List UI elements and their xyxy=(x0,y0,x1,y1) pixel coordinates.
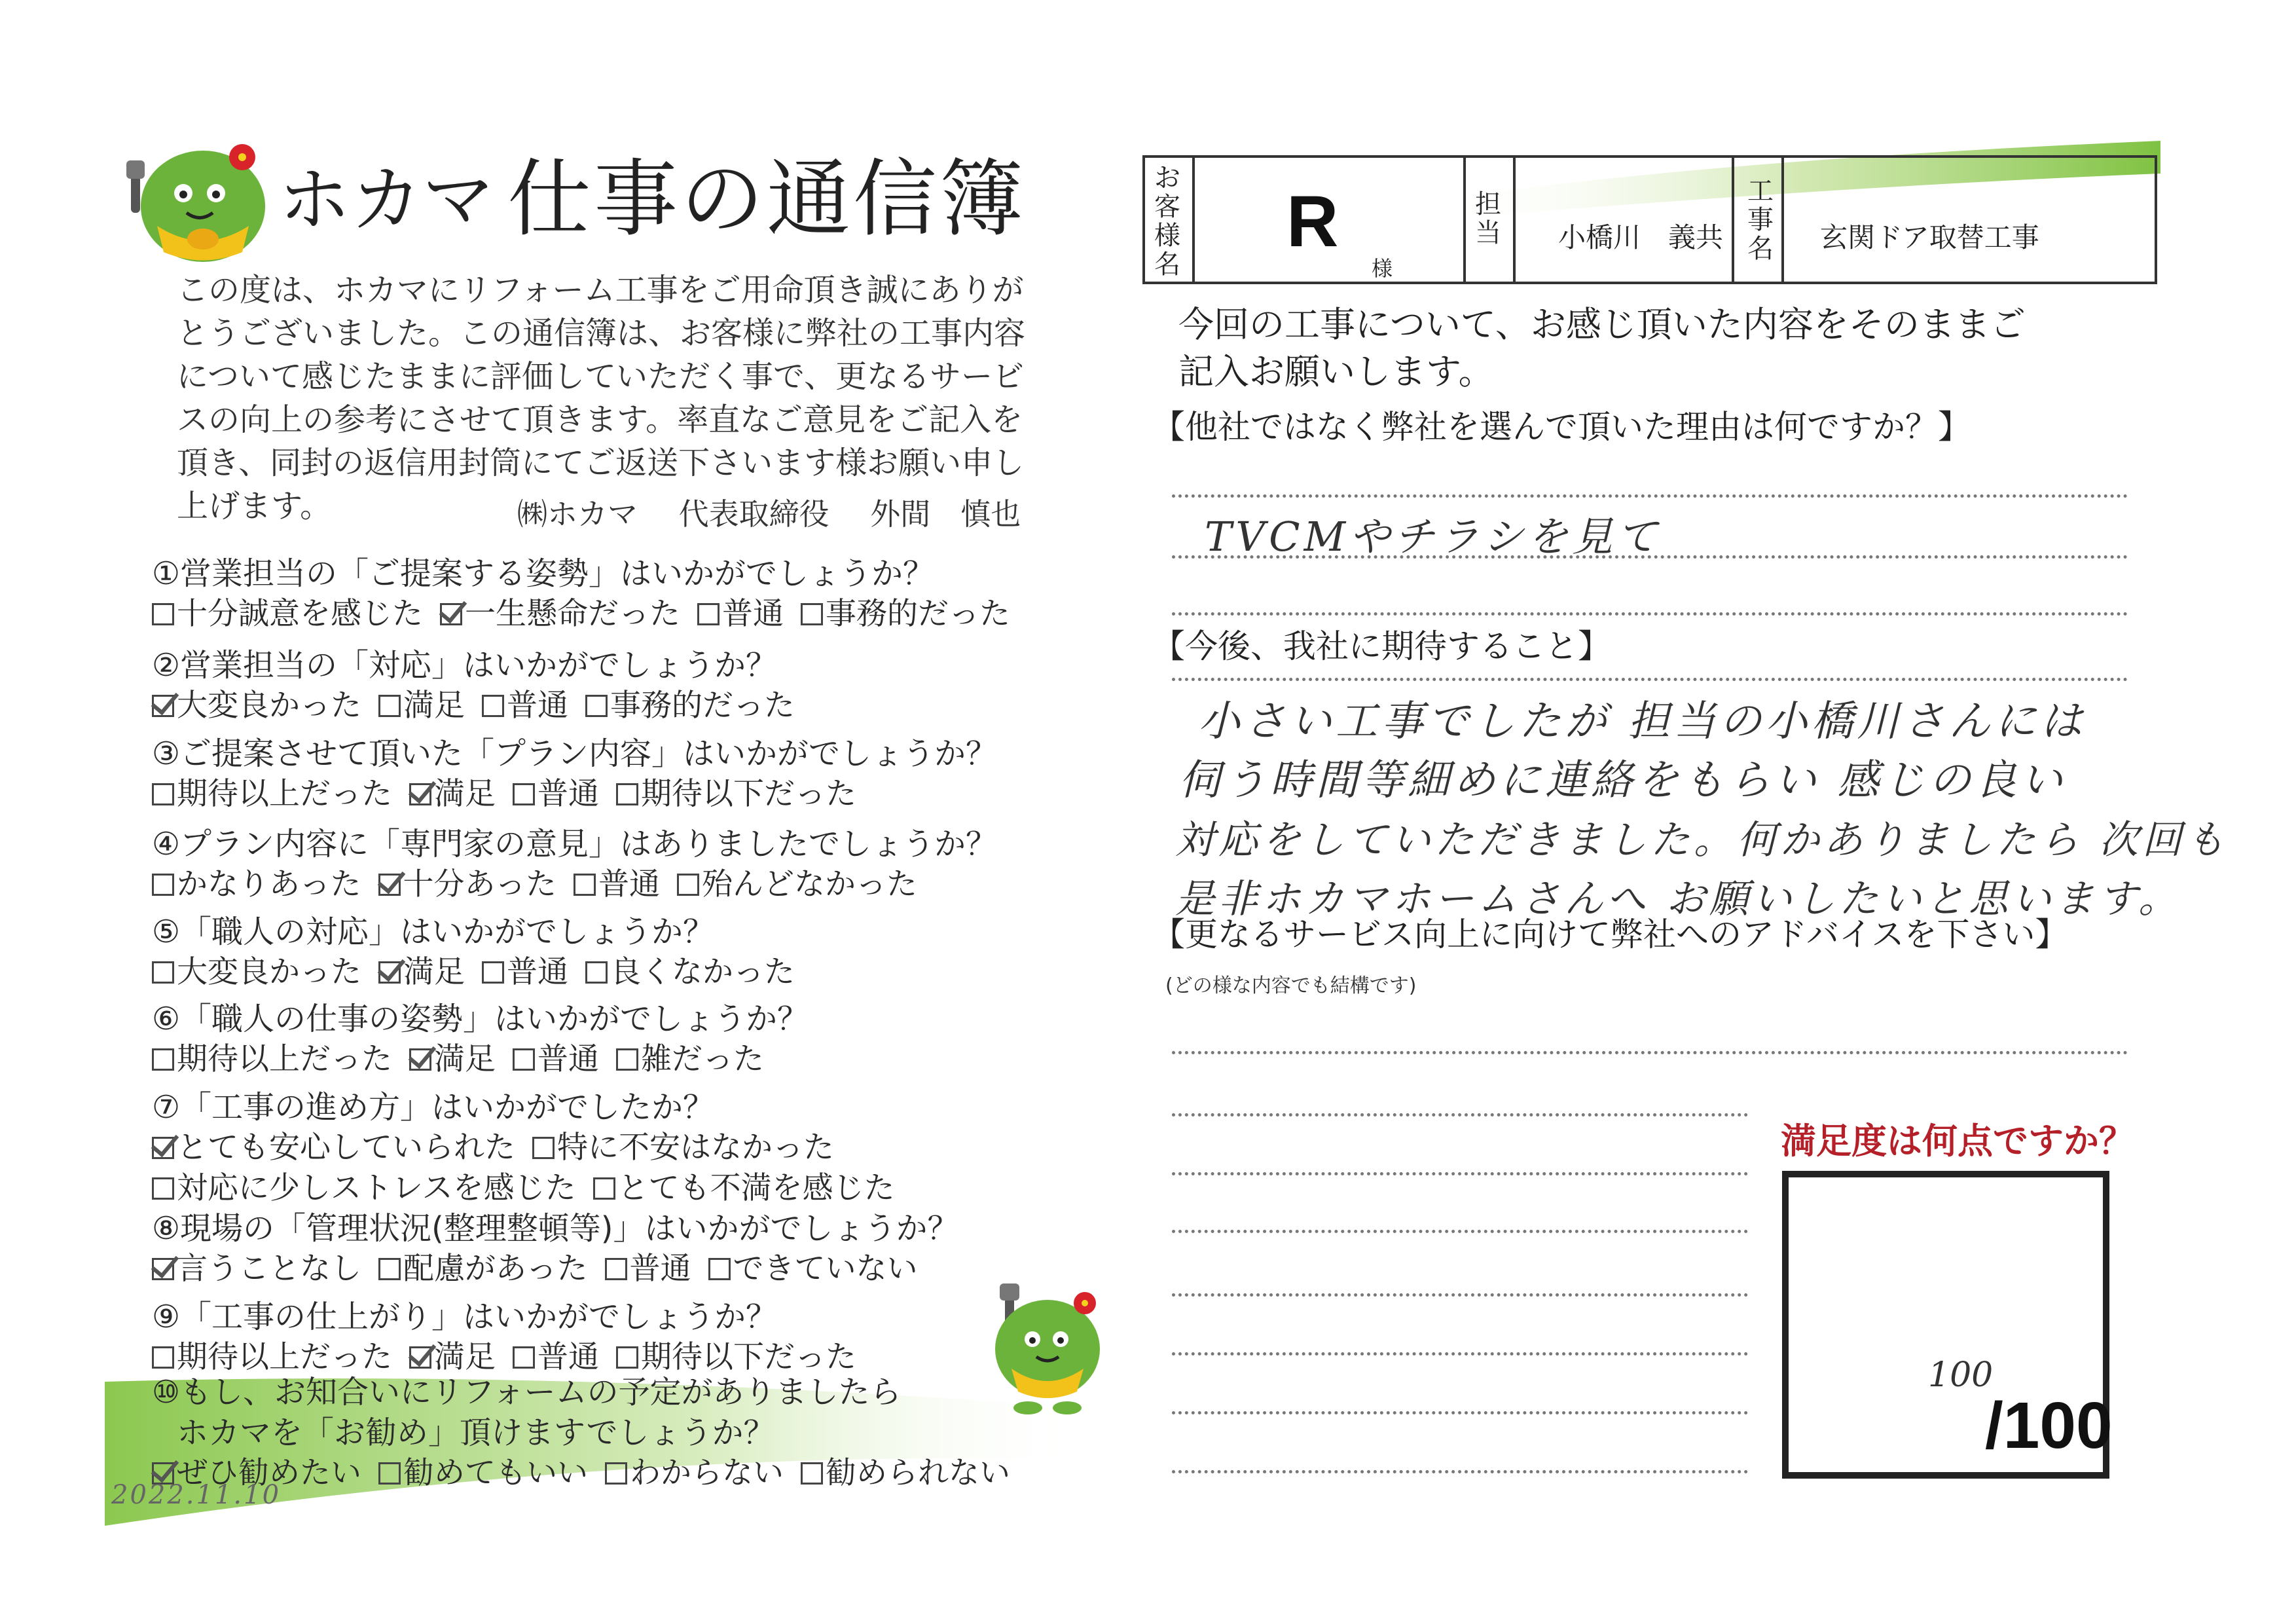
answer-option[interactable] xyxy=(585,952,795,993)
staff-label: 担当 xyxy=(1475,189,1501,248)
answer-options xyxy=(152,1039,781,1080)
answer-line xyxy=(1172,1172,1748,1175)
answer-option[interactable] xyxy=(532,1128,834,1168)
answer-option[interactable] xyxy=(677,864,917,905)
advice-note: (どの様な内容でも結構です) xyxy=(1165,974,1417,997)
checkbox-icon[interactable] xyxy=(152,961,174,984)
answer-option[interactable] xyxy=(616,774,856,815)
question-text: ③ご提案させて頂いた「プラン内容」はいかがでしょうか？ xyxy=(152,735,998,772)
answer-line xyxy=(1172,612,2128,616)
checked-checkbox-icon[interactable] xyxy=(409,1346,431,1369)
answer-option-label: わからない xyxy=(630,1455,784,1491)
checkbox-icon[interactable] xyxy=(616,1346,638,1369)
intro-line: 上げます。 xyxy=(177,488,332,525)
date-written: 2022.11.10 xyxy=(111,1480,282,1510)
answer-line xyxy=(1172,555,2128,559)
answer-option-label: できていない xyxy=(733,1251,918,1287)
answer-option-label: 普通 xyxy=(598,866,661,902)
answer-option[interactable] xyxy=(378,1249,588,1289)
answer-line xyxy=(1172,494,2128,498)
answer-option[interactable] xyxy=(513,774,599,815)
checkbox-icon[interactable] xyxy=(801,603,823,625)
answer-option[interactable] xyxy=(482,686,568,726)
answer-option-label: 事務的だった xyxy=(826,596,1010,632)
satisfaction-score: 100 xyxy=(1928,1356,1994,1395)
checkbox-icon[interactable] xyxy=(152,603,174,625)
checkbox-icon[interactable] xyxy=(378,695,401,717)
answer-option-label: 普通 xyxy=(722,596,784,632)
intro-line: について感じたままに評価していただく事で、更なるサービ xyxy=(177,358,1025,395)
checkbox-icon[interactable] xyxy=(585,695,608,717)
answer-option-label: 大変良かった xyxy=(177,688,361,724)
answer-option[interactable] xyxy=(801,1453,1010,1494)
answer-option[interactable] xyxy=(409,1039,496,1080)
answer-option[interactable] xyxy=(616,1039,764,1080)
question-text-cont: ホカマを「お勧め」頂けますでしょうか？ xyxy=(177,1414,775,1451)
answer-option-label: 期待以下だった xyxy=(641,776,856,812)
answer-option[interactable] xyxy=(378,864,557,905)
answer-option-label: 満足 xyxy=(403,688,465,724)
answer-option-label: 言うことなし xyxy=(177,1251,361,1287)
answer-option-label: 殆んどなかった xyxy=(702,866,918,902)
answer-option-label: 期待以上だった xyxy=(177,1041,392,1077)
checked-checkbox-icon[interactable] xyxy=(409,1048,431,1071)
answer-options xyxy=(152,1168,912,1209)
expect-answer-line: 是非ホカマホームさんへ お願いしたいと思います。 xyxy=(1175,876,2182,922)
brand-name: ホカマ xyxy=(278,158,494,242)
checkbox-icon[interactable] xyxy=(708,1258,731,1280)
checked-checkbox-icon[interactable] xyxy=(378,874,401,896)
answer-option[interactable] xyxy=(378,686,465,726)
customer-label: お客様名 xyxy=(1154,163,1180,280)
answer-option[interactable] xyxy=(482,952,568,993)
question-text: ⑧現場の「管理状況(整理整頓等)」はいかがでしょうか？ xyxy=(152,1210,959,1247)
checkbox-icon[interactable] xyxy=(152,783,174,805)
answer-option[interactable] xyxy=(409,774,496,815)
answer-option-label: 普通 xyxy=(629,1251,691,1287)
mascot-logo xyxy=(121,141,275,282)
checkbox-icon[interactable] xyxy=(513,1346,535,1369)
answer-line xyxy=(1172,1293,1748,1297)
mascot-small xyxy=(972,1283,1120,1424)
checkbox-icon[interactable] xyxy=(532,1137,555,1159)
answer-option[interactable] xyxy=(152,1249,361,1289)
answer-line xyxy=(1172,1051,2128,1054)
intro-line: 頂き、同封の返信用封筒にてご返送下さいます様お願い申し xyxy=(177,445,1025,481)
answer-options xyxy=(152,1128,851,1168)
answer-options xyxy=(152,594,1027,635)
answer-option[interactable] xyxy=(574,864,660,905)
answer-option-label: 満足 xyxy=(403,954,465,990)
intro-line: とうございました。この通信簿は、お客様に弊社の工事内容 xyxy=(177,315,1026,352)
signature xyxy=(517,494,1052,534)
answer-option[interactable] xyxy=(152,1168,576,1209)
answer-option-label: 対応に少しストレスを感じた xyxy=(177,1170,576,1206)
answer-option[interactable] xyxy=(440,594,680,635)
expect-answer-line: 対応をしていただきました。何かありましたら 次回も xyxy=(1175,817,2229,863)
work-label: 工事名 xyxy=(1747,176,1774,264)
answer-option-label: 期待以下だった xyxy=(641,1339,856,1375)
answer-option-label: ぜひ勧めたい xyxy=(177,1455,361,1491)
checkbox-icon[interactable] xyxy=(378,1258,401,1280)
checkbox-icon[interactable] xyxy=(801,1462,823,1485)
answer-line xyxy=(1172,678,2128,681)
question-text: ②営業担当の「対応」はいかがでしょうか？ xyxy=(152,647,778,684)
checkbox-icon[interactable] xyxy=(616,1048,638,1071)
checked-checkbox-icon[interactable] xyxy=(152,695,174,717)
expect-answer-line: 小さい工事でしたが 担当の小橋川さんには xyxy=(1198,697,2086,746)
checkbox-icon[interactable] xyxy=(585,961,608,984)
answer-option[interactable] xyxy=(378,1453,588,1494)
answer-option-label: 普通 xyxy=(507,954,568,990)
checked-checkbox-icon[interactable] xyxy=(440,603,462,625)
answer-option-label: とても安心していられた xyxy=(177,1130,515,1166)
answer-option[interactable] xyxy=(152,686,361,726)
answer-option[interactable] xyxy=(605,1249,691,1289)
answer-option-label: 満足 xyxy=(434,1041,496,1077)
intro-line: スの向上の参考にさせて頂きます。率直なご意見をご記入を xyxy=(177,401,1023,438)
checkbox-icon[interactable] xyxy=(677,874,699,896)
answer-option-label: 勧めてもいい xyxy=(403,1455,588,1491)
checked-checkbox-icon[interactable] xyxy=(409,783,431,805)
answer-option[interactable] xyxy=(801,594,1010,635)
checkbox-icon[interactable] xyxy=(152,1177,174,1200)
question-text: ④プラン内容に「専門家の意見」はありましたでしょうか？ xyxy=(152,826,998,862)
work-label-divider xyxy=(1732,158,1734,282)
work-name: 玄関ドア取替工事 xyxy=(1820,221,2039,253)
intro-text xyxy=(177,268,1026,528)
answer-option-label: 大変良かった xyxy=(177,954,361,990)
checkbox-icon[interactable] xyxy=(378,1462,401,1485)
checkbox-icon[interactable] xyxy=(616,783,638,805)
answer-options xyxy=(152,686,812,726)
reason-answer: TVCMやチラシを見て xyxy=(1205,513,1662,561)
answer-option-label: 普通 xyxy=(538,1041,599,1077)
question-text: ①営業担当の「ご提案する姿勢」はいかがでしょうか？ xyxy=(152,555,935,592)
answer-option[interactable] xyxy=(378,952,465,993)
answer-option-label: 雑だった xyxy=(641,1041,764,1077)
checkbox-icon[interactable] xyxy=(574,874,596,896)
answer-option-label: 特に不安はなかった xyxy=(557,1130,834,1166)
answer-option[interactable] xyxy=(697,594,784,635)
honorific: 様 xyxy=(1372,256,1393,281)
advice-title: 【更なるサービス向上に向けて弊社へのアドバイスを下さい】 xyxy=(1152,915,2068,953)
answer-line xyxy=(1172,1411,1748,1414)
question-text: ⑨「工事の仕上がり」はいかがでしょうか？ xyxy=(152,1299,778,1335)
question-text: ⑥「職人の仕事の姿勢」はいかがでしょうか？ xyxy=(152,1001,809,1037)
answer-option-label: 良くなかった xyxy=(610,954,795,990)
signature-name: 外間 慎也 xyxy=(870,496,1021,532)
answer-option-label: 満足 xyxy=(434,776,496,812)
work-label-divider2 xyxy=(1781,158,1784,282)
checkbox-icon[interactable] xyxy=(152,874,174,896)
answer-option-label: 一生懸命だった xyxy=(465,596,680,632)
satisfaction-max: /100 xyxy=(1985,1389,2113,1462)
answer-option[interactable] xyxy=(152,952,361,993)
answer-option[interactable] xyxy=(585,686,795,726)
expect-answer-line: 伺う時間等細めに連絡をもらい 感じの良い xyxy=(1178,756,2067,805)
customer-name: R xyxy=(1286,181,1339,262)
page-title: 仕事の通信簿 xyxy=(507,151,1027,248)
answer-options xyxy=(152,774,873,815)
answer-line xyxy=(1172,1230,1748,1233)
signature-role: 代表取締役 xyxy=(678,496,829,532)
lead-line: 今回の工事について、お感じ頂いた内容をそのままご xyxy=(1178,304,2026,345)
question-text: ⑩もし、お知合いにリフォームの予定がありましたら xyxy=(152,1374,902,1411)
checkbox-icon[interactable] xyxy=(513,1048,535,1071)
answer-options xyxy=(152,952,812,993)
expect-title: 【今後、我社に期待すること】 xyxy=(1152,627,1611,665)
answer-line xyxy=(1172,1470,1748,1473)
signature-company: ㈱ホカマ xyxy=(517,496,638,532)
answer-option[interactable] xyxy=(708,1249,918,1289)
staff-name: 小橋川 義共 xyxy=(1558,221,1724,253)
answer-option[interactable] xyxy=(152,864,361,905)
answer-option-label: 普通 xyxy=(507,688,568,724)
question-text: ⑤「職人の対応」はいかがでしょうか？ xyxy=(152,913,715,950)
lead-line: 記入お願いします。 xyxy=(1178,351,1494,392)
lead-text xyxy=(1178,301,2095,396)
answer-line xyxy=(1172,1113,1748,1116)
answer-option-label: 普通 xyxy=(538,1339,599,1375)
checkbox-icon[interactable] xyxy=(152,1048,174,1071)
satisfaction-label: 満足度は何点ですか？ xyxy=(1781,1120,2134,1162)
answer-option[interactable] xyxy=(152,1128,515,1168)
answer-option[interactable] xyxy=(152,594,423,635)
answer-option[interactable] xyxy=(513,1039,599,1080)
answer-option-label: 十分あった xyxy=(403,866,557,902)
answer-option-label: 満足 xyxy=(434,1339,496,1375)
answer-options xyxy=(152,864,934,905)
answer-option[interactable] xyxy=(605,1453,784,1494)
answer-line xyxy=(1172,1352,1748,1356)
answer-option[interactable] xyxy=(152,1039,392,1080)
answer-option[interactable] xyxy=(152,774,392,815)
checkbox-icon[interactable] xyxy=(605,1462,627,1485)
answer-option-label: 勧められない xyxy=(826,1455,1010,1491)
intro-line: この度は、ホカマにリフォーム工事をご用命頂き誠にありが xyxy=(177,272,1024,308)
answer-options xyxy=(152,1249,935,1289)
answer-option[interactable] xyxy=(593,1168,895,1209)
checkbox-icon[interactable] xyxy=(482,695,504,717)
answer-option-label: かなりあった xyxy=(177,866,361,902)
question-text: ⑦「工事の進め方」はいかがでしたか？ xyxy=(152,1089,715,1126)
answer-option-label: とても不満を感じた xyxy=(617,1170,895,1206)
checkbox-icon[interactable] xyxy=(605,1258,627,1280)
checkbox-icon[interactable] xyxy=(697,603,720,625)
answer-option-label: 配慮があった xyxy=(403,1251,588,1287)
answer-option-label: 期待以上だった xyxy=(177,776,392,812)
answer-option-label: 普通 xyxy=(538,776,599,812)
answer-option-label: 期待以上だった xyxy=(177,1339,392,1375)
checked-checkbox-icon[interactable] xyxy=(152,1137,174,1159)
answer-options xyxy=(152,1453,1027,1494)
checkbox-icon[interactable] xyxy=(513,783,535,805)
answer-option-label: 事務的だった xyxy=(610,688,795,724)
checkbox-icon[interactable] xyxy=(482,961,504,984)
answer-option-label: 十分誠意を感じた xyxy=(177,596,423,632)
reason-title: 【他社ではなく弊社を選んで頂いた理由は何ですか？】 xyxy=(1152,408,1971,446)
checkbox-icon[interactable] xyxy=(593,1177,615,1200)
checked-checkbox-icon[interactable] xyxy=(378,961,401,984)
checkbox-icon[interactable] xyxy=(152,1346,174,1369)
checked-checkbox-icon[interactable] xyxy=(152,1258,174,1280)
